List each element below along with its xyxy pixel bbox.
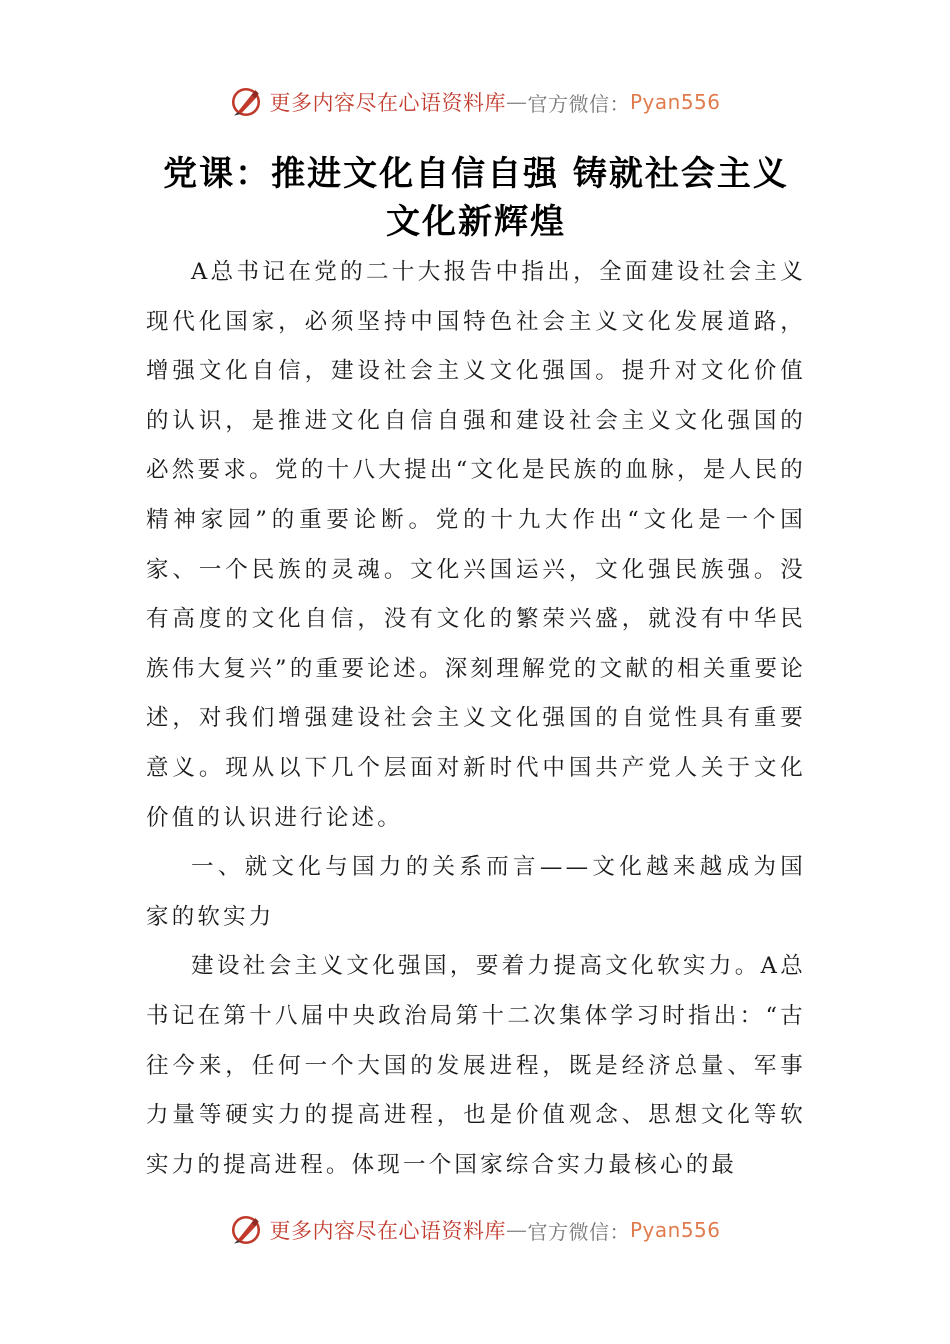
paragraph-section-1: 建设社会主义文化强国，要着力提高文化软实力。A总书记在第十八届中央政治局第十二次集体学习时指出：“古往今来，任何一个大国的发展进程，既是经济总量、军事力量等硬实力的提高进程，也是价值观念、思想文化等软实力的提高进程。体现一个国家综合实力最核心的最 [146, 953, 806, 1178]
banner-dash: — [505, 1218, 528, 1242]
document-title: 党课：推进文化自信自强 铸就社会主义文化新辉煌 [163, 154, 789, 242]
paragraph-intro: A总书记在党的二十大报告中指出，全面建设社会主义现代化国家，必须坚持中国特色社会主义文化发展道路，增强文化自信，建设社会主义文化强国。提升对文化价值的认识，是推进文化自信自强和建设社会主义文化强国的必然要求。党的十八大提出“文化是民族的血脉，是人民的精神家园”的重要论断。党的十九大作出“文化是一个国家、一个民族的灵魂。文化兴国运兴，文化强民族强。没有高度的文化自信，没有文化的繁荣兴盛，就没有中华民族伟大复兴”的重要论述。深刻理解党的文献的相关重要论述，对我们增强建设社会主义文化强国的自觉性具有重要意义。现从以下几个层面对新时代中国共产党人关于文化价值的认识进行论述。 [146, 259, 806, 831]
document-body [146, 248, 806, 1190]
footer-banner [0, 1210, 950, 1250]
banner-wechat-id: Pyan556 [629, 90, 721, 114]
banner-wechat-label: 官方微信： [527, 1219, 630, 1244]
banner-promo-text: 更多内容尽在心语资料库 [269, 1219, 506, 1243]
banner-wechat-id: Pyan556 [629, 1218, 721, 1242]
banner-promo-text: 更多内容尽在心语资料库 [269, 91, 506, 115]
header-banner [0, 82, 950, 122]
banner-wechat-label: 官方微信： [527, 91, 630, 116]
section-heading-1: 一、就文化与国力的关系而言——文化越来越成为国家的软实力 [146, 854, 806, 930]
pen-nib-logo-icon [229, 1213, 263, 1247]
pen-nib-logo-icon [229, 85, 263, 119]
banner-dash: — [505, 90, 528, 114]
